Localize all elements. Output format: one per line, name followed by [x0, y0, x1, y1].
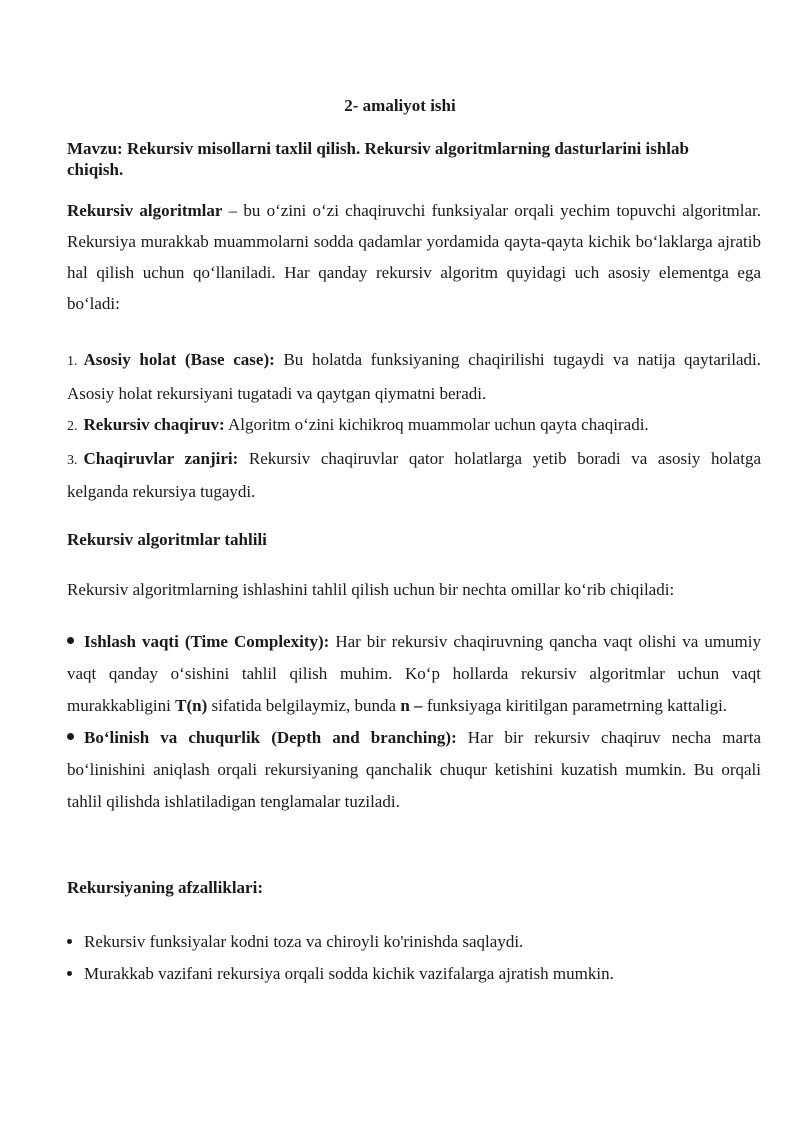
list-item — [67, 926, 761, 958]
list-item — [67, 958, 761, 990]
formula-tn: T(n) — [175, 696, 208, 715]
analysis-heading: Rekursiv algoritmlar tahlili — [67, 530, 267, 549]
advantages-list — [67, 926, 761, 990]
analysis-list — [67, 626, 761, 818]
list-item — [67, 409, 761, 443]
formula-n: n – — [400, 696, 423, 715]
list-item-text: Rekursiv funksiyalar kodni toza va chiroyli ko'rinishda saqlaydi. — [84, 932, 524, 951]
analysis-lead: Rekursiv algoritmlarning ishlashini tahlil qilish uchun bir nechta omillar ko‘rib chiqiladi: — [67, 580, 675, 599]
list-item-term: Ishlash vaqti (Time Complexity): — [84, 632, 330, 651]
list-item — [67, 344, 761, 409]
intro-term: Rekursiv algoritmlar — [67, 201, 223, 220]
list-item-text: Har bir rekursiv chaqiruv necha marta bo‘linishini aniqlash orqali rekursiyaning qanchalik chuqur ketishini kuzatish mumkin. Bu orqali tahlil qilishda ishlatiladigan tenglamalar tuziladi. — [67, 728, 761, 811]
list-item-text: Har bir rekursiv chaqiruvning qancha vaqt olishi va umumiy vaqt qanday o‘sishini tahlil qilish muhim. Ko‘p hollarda rekursiv algoritmlar uchun vaqt murakkabligini — [67, 632, 761, 715]
intro-paragraph — [67, 195, 761, 319]
document-title: 2- amaliyot ishi — [344, 96, 456, 115]
bullet-icon — [67, 637, 74, 644]
bullet-icon — [67, 939, 72, 944]
list-item — [67, 722, 761, 818]
bullet-icon — [67, 971, 72, 976]
list-item — [67, 443, 761, 508]
list-number: 2. — [67, 419, 78, 434]
list-item-term: Rekursiv chaqiruv: — [83, 415, 225, 434]
bullet-icon — [67, 733, 74, 740]
list-item-text: sifatida belgilaymiz, bunda — [207, 696, 401, 715]
topic-heading: Mavzu: Rekursiv misollarni taxlil qilish. Rekursiv algoritmlarning dasturlarini ishlab chiqish. — [67, 139, 689, 179]
list-item-text: Rekursiv chaqiruvlar qator holatlarga yetib boradi va asosiy holatga kelganda rekursiya tugaydi. — [67, 448, 761, 501]
list-number: 1. — [67, 354, 78, 369]
list-item — [67, 626, 761, 722]
list-item-text: funksiyaga kiritilgan parametrning kattaligi. — [422, 696, 728, 715]
list-item-term: Chaqiruvlar zanjiri: — [83, 448, 239, 468]
list-item-text: Murakkab vazifani rekursiya orqali sodda kichik vazifalarga ajratish mumkin. — [84, 964, 614, 983]
list-item-term: Asosiy holat (Base case): — [83, 350, 275, 369]
list-number: 3. — [67, 452, 78, 468]
list-item-text: Algoritm o‘zini kichikroq muammolar uchun qayta chaqiradi. — [224, 415, 649, 434]
elements-list — [67, 344, 761, 508]
advantages-heading: Rekursiyaning afzalliklari: — [67, 878, 263, 897]
list-item-term: Bo‘linish va chuqurlik (Depth and branching): — [84, 728, 457, 747]
intro-text: – bu o‘zini o‘zi chaqiruvchi funksiyalar orqali yechim topuvchi algoritmlar. Rekursiya murakkab muammolarni sodda qadamlar yordamida qayta-qayta kichik bo‘laklarga ajratib hal qilish uchun qo‘llaniladi. Har qanday rekursiv algoritm quyidagi uch asosiy elementga ega bo‘ladi: — [67, 201, 762, 313]
list-item-text: Bu holatda funksiyaning chaqirilishi tugaydi va natija qaytariladi. Asosiy holat rekursiyani tugatadi va qaytgan qiymatni beradi. — [67, 350, 761, 403]
